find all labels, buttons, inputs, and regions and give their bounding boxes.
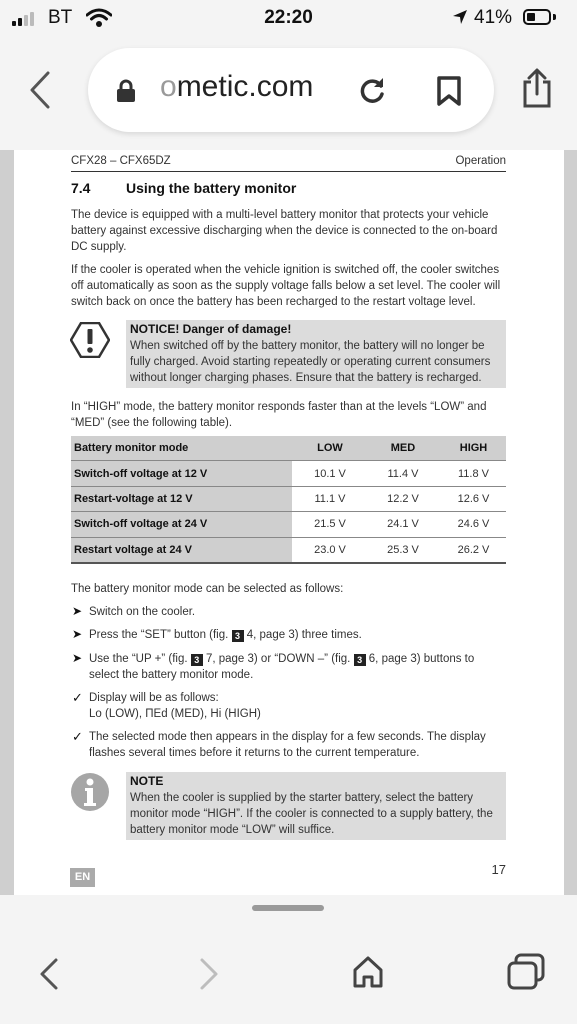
doc-header-chapter: Operation — [455, 155, 506, 167]
table-cell-low: 23.0 V — [292, 537, 365, 563]
info-icon — [70, 772, 110, 812]
battery-tip — [553, 14, 556, 20]
step-press-set — [89, 627, 509, 643]
result-check-icon: ✓ — [72, 729, 83, 744]
step-press-set-suffix: 4, page 3) three times. — [246, 629, 362, 641]
table-row — [71, 486, 506, 511]
lock-icon — [116, 79, 136, 103]
step-use-buttons-line2: select the battery monitor mode. — [89, 669, 254, 681]
language-badge: EN — [70, 868, 95, 887]
step-use-buttons — [89, 651, 509, 667]
table-row — [71, 537, 506, 563]
table-cell-med: 11.4 V — [365, 461, 438, 486]
location-arrow-icon — [452, 9, 468, 25]
step-arrow-icon: ➤ — [72, 604, 83, 618]
figure-ref-badge: 3 — [232, 630, 244, 642]
table-row-label: Restart-voltage at 12 V — [71, 486, 292, 511]
home-icon[interactable] — [352, 955, 384, 989]
browser-toolbar — [0, 895, 577, 1024]
forward-arrow-icon[interactable] — [198, 957, 220, 991]
url-domain: metic.com — [176, 70, 314, 103]
back-arrow-icon[interactable] — [38, 957, 60, 991]
drag-handle[interactable] — [252, 905, 324, 911]
table-row-label: Switch-off voltage at 12 V — [71, 461, 292, 486]
bookmark-icon[interactable] — [436, 75, 462, 107]
table-header-mode: Battery monitor mode — [71, 436, 292, 461]
table-cell-high: 12.6 V — [438, 486, 506, 511]
selection-intro: The battery monitor mode can be selected as follows: — [71, 583, 344, 595]
table-header-row — [71, 436, 506, 461]
browser-nav-bar — [0, 38, 577, 150]
carrier-label: BT — [48, 7, 73, 28]
battery-percent: 41% — [474, 7, 513, 28]
step-use-buttons-end: 6, page 3) buttons to — [368, 653, 475, 665]
battery-monitor-table — [71, 436, 506, 564]
result-display-line2: Lo (LOW), ΠEd (MED), Hi (HIGH) — [89, 708, 261, 720]
notice-warning-icon — [70, 322, 110, 358]
result-check-icon: ✓ — [72, 690, 83, 705]
tabs-icon[interactable] — [506, 953, 546, 991]
section-title: Using the battery monitor — [126, 180, 297, 196]
step-use-buttons-text: Use the “UP +” (fig. — [89, 653, 188, 665]
clock: 22:20 — [264, 7, 313, 28]
url-text[interactable] — [160, 70, 313, 104]
share-icon[interactable] — [521, 68, 553, 108]
header-divider — [71, 171, 506, 172]
table-header-high: HIGH — [438, 436, 506, 461]
back-icon[interactable] — [28, 70, 52, 110]
pdf-viewer[interactable] — [0, 150, 577, 895]
note-title: NOTE — [130, 774, 164, 788]
step-arrow-icon: ➤ — [72, 627, 83, 641]
table-header-med: MED — [365, 436, 438, 461]
url-faded-part: o — [160, 70, 177, 103]
table-cell-med: 24.1 V — [365, 512, 438, 537]
table-cell-low: 21.5 V — [292, 512, 365, 537]
page-number: 17 — [491, 862, 506, 877]
table-row-label: Restart voltage at 24 V — [71, 537, 292, 563]
note-body: When the cooler is supplied by the starter battery, select the battery monitor mode “HIGH”. If the cooler is connected to a supply battery, the battery monitor mode “LOW” will suffice. — [130, 792, 493, 836]
table-row-label: Switch-off voltage at 24 V — [71, 512, 292, 537]
result-display-line1: Display will be as follows: — [89, 692, 219, 704]
table-cell-low: 11.1 V — [292, 486, 365, 511]
notice-body: When switched off by the battery monitor, the battery will no longer be fully charged. Avoid starting repeatedly or operating current consumers without longer charging phases. Ensure that the battery is recharged. — [130, 340, 491, 384]
address-bar[interactable] — [88, 48, 494, 132]
table-header-low: LOW — [292, 436, 365, 461]
battery-level-fill — [527, 13, 535, 21]
step-press-set-text: Press the “SET” button (fig. — [89, 629, 229, 641]
table-row — [71, 461, 506, 486]
operation-paragraph: If the cooler is operated when the vehicle ignition is switched off, the cooler switches off automatically as soon as the supply voltage falls below a set level. The cooler will switch back on once the battery has been recharged to the restart voltage level. — [71, 264, 501, 308]
battery-icon — [523, 9, 551, 25]
step-arrow-icon: ➤ — [72, 651, 83, 665]
figure-ref-badge: 3 — [354, 654, 366, 666]
table-row — [71, 512, 506, 537]
notice-title: NOTICE! Danger of damage! — [130, 322, 292, 336]
table-cell-high: 11.8 V — [438, 461, 506, 486]
intro-paragraph: The device is equipped with a multi-level battery monitor that protects your vehicle battery against excessive discharging when the device is connected to the on-board DC supply. — [71, 209, 498, 253]
section-number: 7.4 — [71, 180, 91, 196]
reload-icon[interactable] — [356, 74, 388, 106]
step-switch-on: Switch on the cooler. — [89, 606, 196, 618]
table-cell-high: 26.2 V — [438, 537, 506, 563]
result-mode-appears: The selected mode then appears in the display for a few seconds. The display flashes several times before it returns to the current temperature. — [89, 731, 486, 759]
doc-header-model: CFX28 – CFX65DZ — [71, 155, 171, 167]
pdf-page — [14, 150, 564, 895]
table-cell-high: 24.6 V — [438, 512, 506, 537]
table-cell-low: 10.1 V — [292, 461, 365, 486]
status-bar — [0, 0, 577, 38]
step-use-buttons-mid: 7, page 3) or “DOWN –” (fig. — [205, 653, 351, 665]
table-cell-med: 12.2 V — [365, 486, 438, 511]
table-cell-med: 25.3 V — [365, 537, 438, 563]
mode-intro-paragraph: In “HIGH” mode, the battery monitor responds faster than at the levels “LOW” and “MED” (see the following table). — [71, 401, 487, 429]
figure-ref-badge: 3 — [191, 654, 203, 666]
